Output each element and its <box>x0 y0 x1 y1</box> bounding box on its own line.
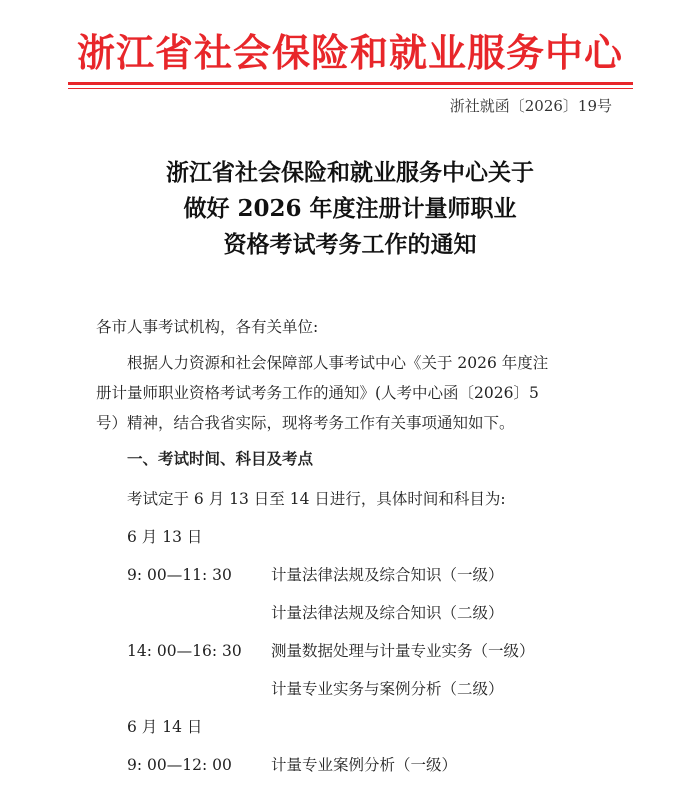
day1-date: 6 月 13 日 <box>127 528 203 546</box>
schedule-subject: 计量法律法规及综合知识（一级） <box>271 566 504 584</box>
title-line-1: 浙江省社会保险和就业服务中心关于 <box>166 159 534 186</box>
header-red-line-thin <box>68 88 633 89</box>
day2-date: 6 月 14 日 <box>127 718 203 736</box>
schedule-time: 9: 00—12: 00 <box>127 756 232 774</box>
schedule-time: 9: 00—11: 30 <box>127 566 232 584</box>
header-red-line-thick <box>68 82 633 85</box>
document-body <box>96 312 616 788</box>
schedule-row <box>96 560 616 590</box>
schedule-time <box>96 598 271 628</box>
schedule-row <box>96 674 616 704</box>
intro-line-2: 册计量师职业资格考试考务工作的通知》(人考中心函〔2026〕5 <box>96 384 539 402</box>
schedule-subject: 计量法律法规及综合知识（二级） <box>271 604 504 622</box>
schedule-intro: 考试定于 6 月 13 日至 14 日进行，具体时间和科目为: <box>127 490 506 508</box>
salutation: 各市人事考试机构，各有关单位: <box>96 318 319 336</box>
schedule-subject: 测量数据处理与计量专业实务（一级） <box>271 642 535 660</box>
title-line-3: 资格考试考务工作的通知 <box>223 231 477 258</box>
schedule-time <box>96 674 271 704</box>
title-line-2: 做好 2026 年度注册计量师职业 <box>183 195 517 222</box>
schedule-time: 14: 00—16: 30 <box>127 642 242 660</box>
document-title <box>0 155 700 263</box>
schedule-row <box>96 750 616 780</box>
schedule-row <box>96 636 616 666</box>
intro-paragraph <box>96 348 616 438</box>
schedule-subject: 计量专业案例分析（一级） <box>271 756 458 774</box>
intro-line-1: 根据人力资源和社会保障部人事考试中心《关于 2026 年度注 <box>127 354 549 372</box>
org-header: 浙江省社会保险和就业服务中心 <box>76 30 623 75</box>
schedule-row <box>96 598 616 628</box>
intro-line-3: 号）精神，结合我省实际，现将考务工作有关事项通知如下。 <box>96 414 515 432</box>
section-heading: 一、考试时间、科目及考点 <box>127 449 314 468</box>
document-number: 浙社就函〔2026〕19号 <box>449 97 612 115</box>
schedule-subject: 计量专业实务与案例分析（二级） <box>271 680 504 698</box>
